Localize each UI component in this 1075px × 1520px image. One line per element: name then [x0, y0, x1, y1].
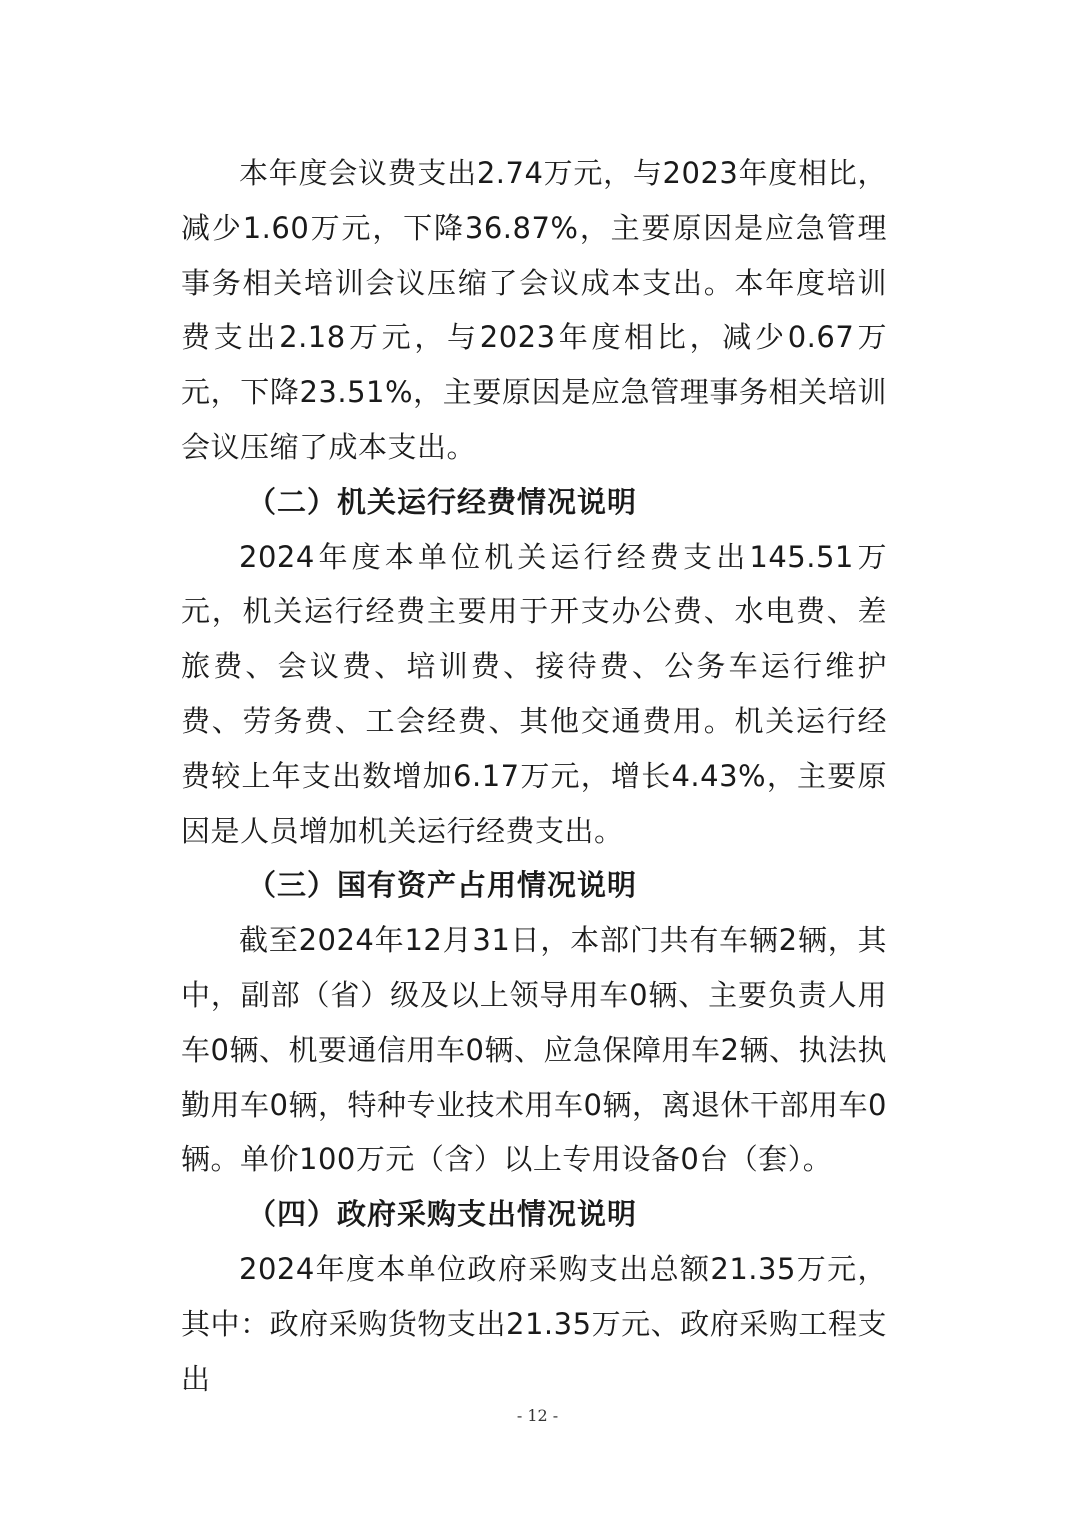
section-heading-operating-expenses: （二）机关运行经费情况说明 [247, 484, 638, 519]
paragraph-meeting-training-fees: 本年度会议费支出2.74万元，与2023年度相比，减少1.60万元，下降36.87%，主要原因是应急管理事务相关培训会议压缩了会议成本支出。本年度培训费支出2.18万元，与2023年度相比，减少0.67万元，下降23.51%，主要原因是应急管理事务相关培训会议压缩了成本支出。 [181, 156, 887, 464]
paragraph-procurement: 2024年度本单位政府采购支出总额21.35万元，其中：政府采购货物支出21.35万元、政府采购工程支出 [181, 1251, 887, 1396]
section-heading-procurement: （四）政府采购支出情况说明 [247, 1197, 638, 1232]
paragraph-state-assets: 截至2024年12月31日，本部门共有车辆2辆，其中，副部（省）级及以上领导用车0辆、主要负责人用车0辆、机要通信用车0辆、应急保障用车2辆、执法执勤用车0辆，特种专业技术用车0辆，离退休干部用车0辆。单价100万元（含）以上专用设备0台（套）。 [181, 923, 887, 1177]
page-content [181, 146, 887, 1406]
section-heading-state-assets: （三）国有资产占用情况说明 [247, 868, 638, 903]
page-number: - 12 - [516, 1406, 559, 1425]
paragraph-operating-expenses: 2024年度本单位机关运行经费支出145.51万元，机关运行经费主要用于开支办公费、水电费、差旅费、会议费、培训费、接待费、公务车运行维护费、劳务费、工会经费、其他交通费用。机关运行经费较上年支出数增加6.17万元，增长4.43%，主要原因是人员增加机关运行经费支出。 [181, 539, 887, 848]
